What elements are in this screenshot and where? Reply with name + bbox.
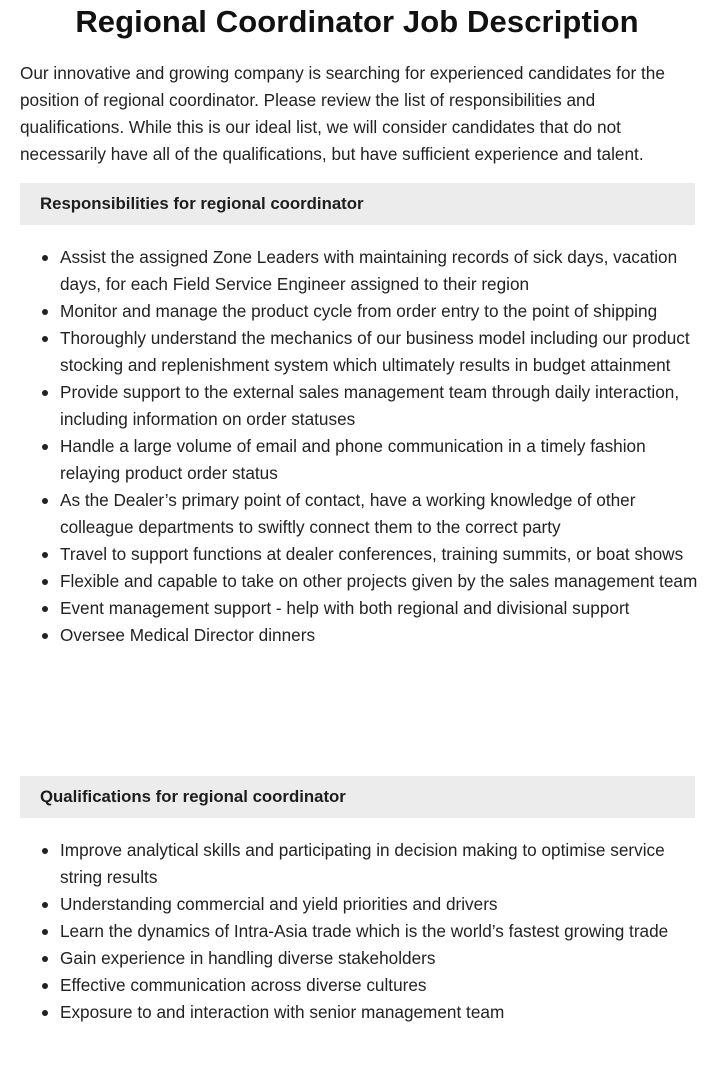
list-item: Travel to support functions at dealer conferences, training summits, or boat shows [20,541,700,568]
list-item: Event management support - help with both regional and divisional support [20,595,700,622]
responsibilities-heading: Responsibilities for regional coordinator [20,183,695,225]
qualifications-heading: Qualifications for regional coordinator [20,776,695,818]
list-item: Learn the dynamics of Intra-Asia trade which is the world’s fastest growing trade [20,918,700,945]
qualifications-list [20,837,700,1026]
list-item: Flexible and capable to take on other projects given by the sales management team [20,568,700,595]
list-item: Understanding commercial and yield priorities and drivers [20,891,700,918]
responsibilities-list [20,244,700,649]
intro-paragraph: Our innovative and growing company is searching for experienced candidates for the position of regional coordinator. Please review the list of responsibilities and qualifications. While this is our ideal list, we will consider candidates that do not necessarily have all of the qualifications, but have sufficient experience and talent. [20,63,665,164]
list-item: Gain experience in handling diverse stakeholders [20,945,700,972]
list-item: Effective communication across diverse cultures [20,972,700,999]
list-item: Handle a large volume of email and phone communication in a timely fashion relaying product order status [20,433,700,487]
list-item: Exposure to and interaction with senior management team [20,999,700,1026]
list-item: Assist the assigned Zone Leaders with maintaining records of sick days, vacation days, for each Field Service Engineer assigned to their region [20,244,700,298]
list-item: As the Dealer’s primary point of contact, have a working knowledge of other colleague departments to swiftly connect them to the correct party [20,487,700,541]
page-title: Regional Coordinator Job Description [75,4,639,39]
list-item: Monitor and manage the product cycle from order entry to the point of shipping [20,298,700,325]
list-item: Oversee Medical Director dinners [20,622,700,649]
list-item: Improve analytical skills and participating in decision making to optimise service string results [20,837,700,891]
list-item: Provide support to the external sales management team through daily interaction, including information on order statuses [20,379,700,433]
list-item: Thoroughly understand the mechanics of our business model including our product stocking and replenishment system which ultimately results in budget attainment [20,325,700,379]
